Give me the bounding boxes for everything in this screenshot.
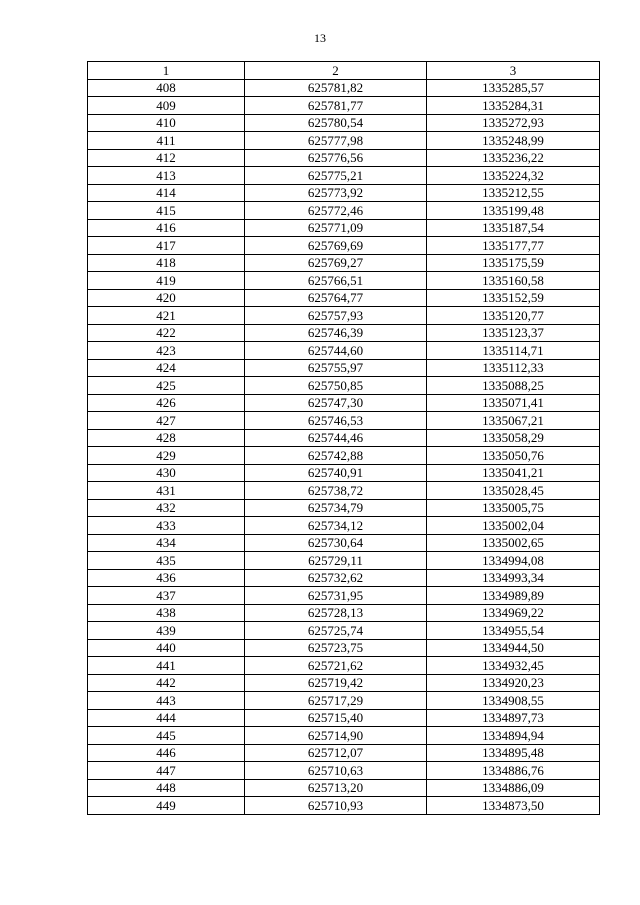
y-coordinate-cell: 1335160,58 <box>427 272 600 290</box>
y-coordinate-cell: 1334920,23 <box>427 674 600 692</box>
table-row <box>88 709 600 727</box>
table-row <box>88 412 600 430</box>
table-row <box>88 149 600 167</box>
y-coordinate-cell: 1335177,77 <box>427 237 600 255</box>
point-number-cell: 443 <box>88 692 245 710</box>
x-coordinate-cell: 625717,29 <box>245 692 427 710</box>
y-coordinate-cell: 1335175,59 <box>427 254 600 272</box>
x-coordinate-cell: 625710,63 <box>245 762 427 780</box>
table-row <box>88 219 600 237</box>
y-coordinate-cell: 1335224,32 <box>427 167 600 185</box>
x-coordinate-cell: 625719,42 <box>245 674 427 692</box>
table-header <box>88 62 600 80</box>
point-number-cell: 411 <box>88 132 245 150</box>
y-coordinate-cell: 1335002,65 <box>427 534 600 552</box>
x-coordinate-cell: 625744,46 <box>245 429 427 447</box>
coordinates-table <box>87 61 600 815</box>
x-coordinate-cell: 625734,12 <box>245 517 427 535</box>
y-coordinate-cell: 1334894,94 <box>427 727 600 745</box>
y-coordinate-cell: 1334969,22 <box>427 604 600 622</box>
table-row <box>88 394 600 412</box>
table-row <box>88 429 600 447</box>
table-row <box>88 604 600 622</box>
y-coordinate-cell: 1335088,25 <box>427 377 600 395</box>
table-row <box>88 657 600 675</box>
table-row <box>88 534 600 552</box>
y-coordinate-cell: 1335285,57 <box>427 79 600 97</box>
table-row <box>88 324 600 342</box>
x-coordinate-cell: 625775,21 <box>245 167 427 185</box>
x-coordinate-cell: 625777,98 <box>245 132 427 150</box>
x-coordinate-cell: 625725,74 <box>245 622 427 640</box>
y-coordinate-cell: 1334897,73 <box>427 709 600 727</box>
point-number-cell: 441 <box>88 657 245 675</box>
point-number-cell: 413 <box>88 167 245 185</box>
point-number-cell: 449 <box>88 797 245 815</box>
table-row <box>88 692 600 710</box>
x-coordinate-cell: 625715,40 <box>245 709 427 727</box>
table-row <box>88 237 600 255</box>
x-coordinate-cell: 625713,20 <box>245 779 427 797</box>
x-coordinate-cell: 625744,60 <box>245 342 427 360</box>
point-number-cell: 423 <box>88 342 245 360</box>
x-coordinate-cell: 625781,82 <box>245 79 427 97</box>
x-coordinate-cell: 625742,88 <box>245 447 427 465</box>
table-row <box>88 499 600 517</box>
column-header-3: 3 <box>427 62 600 80</box>
table-row <box>88 202 600 220</box>
x-coordinate-cell: 625750,85 <box>245 377 427 395</box>
x-coordinate-cell: 625764,77 <box>245 289 427 307</box>
y-coordinate-cell: 1335120,77 <box>427 307 600 325</box>
point-number-cell: 424 <box>88 359 245 377</box>
page-number: 13 <box>314 31 326 45</box>
column-header-1: 1 <box>88 62 245 80</box>
point-number-cell: 448 <box>88 779 245 797</box>
point-number-cell: 426 <box>88 394 245 412</box>
point-number-cell: 408 <box>88 79 245 97</box>
x-coordinate-cell: 625781,77 <box>245 97 427 115</box>
table-row <box>88 342 600 360</box>
point-number-cell: 417 <box>88 237 245 255</box>
point-number-cell: 410 <box>88 114 245 132</box>
table-row <box>88 727 600 745</box>
x-coordinate-cell: 625723,75 <box>245 639 427 657</box>
y-coordinate-cell: 1334993,34 <box>427 569 600 587</box>
x-coordinate-cell: 625728,13 <box>245 604 427 622</box>
x-coordinate-cell: 625772,46 <box>245 202 427 220</box>
y-coordinate-cell: 1335212,55 <box>427 184 600 202</box>
point-number-cell: 440 <box>88 639 245 657</box>
point-number-cell: 414 <box>88 184 245 202</box>
x-coordinate-cell: 625740,91 <box>245 464 427 482</box>
table-row <box>88 377 600 395</box>
y-coordinate-cell: 1335123,37 <box>427 324 600 342</box>
point-number-cell: 437 <box>88 587 245 605</box>
table-row <box>88 97 600 115</box>
table-row <box>88 639 600 657</box>
x-coordinate-cell: 625746,53 <box>245 412 427 430</box>
point-number-cell: 428 <box>88 429 245 447</box>
y-coordinate-cell: 1335248,99 <box>427 132 600 150</box>
table-row <box>88 359 600 377</box>
point-number-cell: 415 <box>88 202 245 220</box>
header-row <box>88 62 600 80</box>
point-number-cell: 427 <box>88 412 245 430</box>
y-coordinate-cell: 1334994,08 <box>427 552 600 570</box>
point-number-cell: 438 <box>88 604 245 622</box>
x-coordinate-cell: 625780,54 <box>245 114 427 132</box>
y-coordinate-cell: 1335112,33 <box>427 359 600 377</box>
y-coordinate-cell: 1335272,93 <box>427 114 600 132</box>
table-row <box>88 272 600 290</box>
column-header-2: 2 <box>245 62 427 80</box>
point-number-cell: 418 <box>88 254 245 272</box>
y-coordinate-cell: 1335152,59 <box>427 289 600 307</box>
x-coordinate-cell: 625766,51 <box>245 272 427 290</box>
x-coordinate-cell: 625712,07 <box>245 744 427 762</box>
y-coordinate-cell: 1334944,50 <box>427 639 600 657</box>
y-coordinate-cell: 1335236,22 <box>427 149 600 167</box>
y-coordinate-cell: 1335071,41 <box>427 394 600 412</box>
table-row <box>88 447 600 465</box>
table-row <box>88 132 600 150</box>
point-number-cell: 433 <box>88 517 245 535</box>
y-coordinate-cell: 1334886,09 <box>427 779 600 797</box>
table-row <box>88 622 600 640</box>
x-coordinate-cell: 625755,97 <box>245 359 427 377</box>
table-row <box>88 184 600 202</box>
table-row <box>88 307 600 325</box>
point-number-cell: 434 <box>88 534 245 552</box>
y-coordinate-cell: 1335284,31 <box>427 97 600 115</box>
y-coordinate-cell: 1335058,29 <box>427 429 600 447</box>
point-number-cell: 429 <box>88 447 245 465</box>
x-coordinate-cell: 625773,92 <box>245 184 427 202</box>
table-row <box>88 517 600 535</box>
point-number-cell: 442 <box>88 674 245 692</box>
x-coordinate-cell: 625732,62 <box>245 569 427 587</box>
point-number-cell: 435 <box>88 552 245 570</box>
y-coordinate-cell: 1335002,04 <box>427 517 600 535</box>
x-coordinate-cell: 625757,93 <box>245 307 427 325</box>
point-number-cell: 421 <box>88 307 245 325</box>
table-row <box>88 779 600 797</box>
x-coordinate-cell: 625769,27 <box>245 254 427 272</box>
y-coordinate-cell: 1335114,71 <box>427 342 600 360</box>
point-number-cell: 419 <box>88 272 245 290</box>
table-row <box>88 114 600 132</box>
x-coordinate-cell: 625776,56 <box>245 149 427 167</box>
point-number-cell: 432 <box>88 499 245 517</box>
x-coordinate-cell: 625771,09 <box>245 219 427 237</box>
x-coordinate-cell: 625710,93 <box>245 797 427 815</box>
table-body <box>88 79 600 814</box>
y-coordinate-cell: 1334932,45 <box>427 657 600 675</box>
point-number-cell: 425 <box>88 377 245 395</box>
y-coordinate-cell: 1334908,55 <box>427 692 600 710</box>
point-number-cell: 430 <box>88 464 245 482</box>
point-number-cell: 420 <box>88 289 245 307</box>
y-coordinate-cell: 1335041,21 <box>427 464 600 482</box>
point-number-cell: 447 <box>88 762 245 780</box>
table-row <box>88 254 600 272</box>
x-coordinate-cell: 625747,30 <box>245 394 427 412</box>
point-number-cell: 445 <box>88 727 245 745</box>
x-coordinate-cell: 625721,62 <box>245 657 427 675</box>
table-row <box>88 552 600 570</box>
point-number-cell: 436 <box>88 569 245 587</box>
x-coordinate-cell: 625738,72 <box>245 482 427 500</box>
x-coordinate-cell: 625730,64 <box>245 534 427 552</box>
point-number-cell: 409 <box>88 97 245 115</box>
y-coordinate-cell: 1334886,76 <box>427 762 600 780</box>
point-number-cell: 431 <box>88 482 245 500</box>
x-coordinate-cell: 625746,39 <box>245 324 427 342</box>
y-coordinate-cell: 1335050,76 <box>427 447 600 465</box>
x-coordinate-cell: 625729,11 <box>245 552 427 570</box>
x-coordinate-cell: 625731,95 <box>245 587 427 605</box>
y-coordinate-cell: 1334989,89 <box>427 587 600 605</box>
table-row <box>88 79 600 97</box>
table-row <box>88 762 600 780</box>
point-number-cell: 412 <box>88 149 245 167</box>
table-row <box>88 464 600 482</box>
x-coordinate-cell: 625769,69 <box>245 237 427 255</box>
table-row <box>88 167 600 185</box>
point-number-cell: 444 <box>88 709 245 727</box>
point-number-cell: 439 <box>88 622 245 640</box>
y-coordinate-cell: 1334955,54 <box>427 622 600 640</box>
y-coordinate-cell: 1335028,45 <box>427 482 600 500</box>
y-coordinate-cell: 1334873,50 <box>427 797 600 815</box>
y-coordinate-cell: 1335067,21 <box>427 412 600 430</box>
y-coordinate-cell: 1334895,48 <box>427 744 600 762</box>
point-number-cell: 416 <box>88 219 245 237</box>
table-row <box>88 289 600 307</box>
table-row <box>88 587 600 605</box>
x-coordinate-cell: 625714,90 <box>245 727 427 745</box>
point-number-cell: 446 <box>88 744 245 762</box>
y-coordinate-cell: 1335199,48 <box>427 202 600 220</box>
x-coordinate-cell: 625734,79 <box>245 499 427 517</box>
point-number-cell: 422 <box>88 324 245 342</box>
table-row <box>88 744 600 762</box>
y-coordinate-cell: 1335187,54 <box>427 219 600 237</box>
table-row <box>88 797 600 815</box>
table-row <box>88 569 600 587</box>
table-row <box>88 482 600 500</box>
y-coordinate-cell: 1335005,75 <box>427 499 600 517</box>
table-row <box>88 674 600 692</box>
